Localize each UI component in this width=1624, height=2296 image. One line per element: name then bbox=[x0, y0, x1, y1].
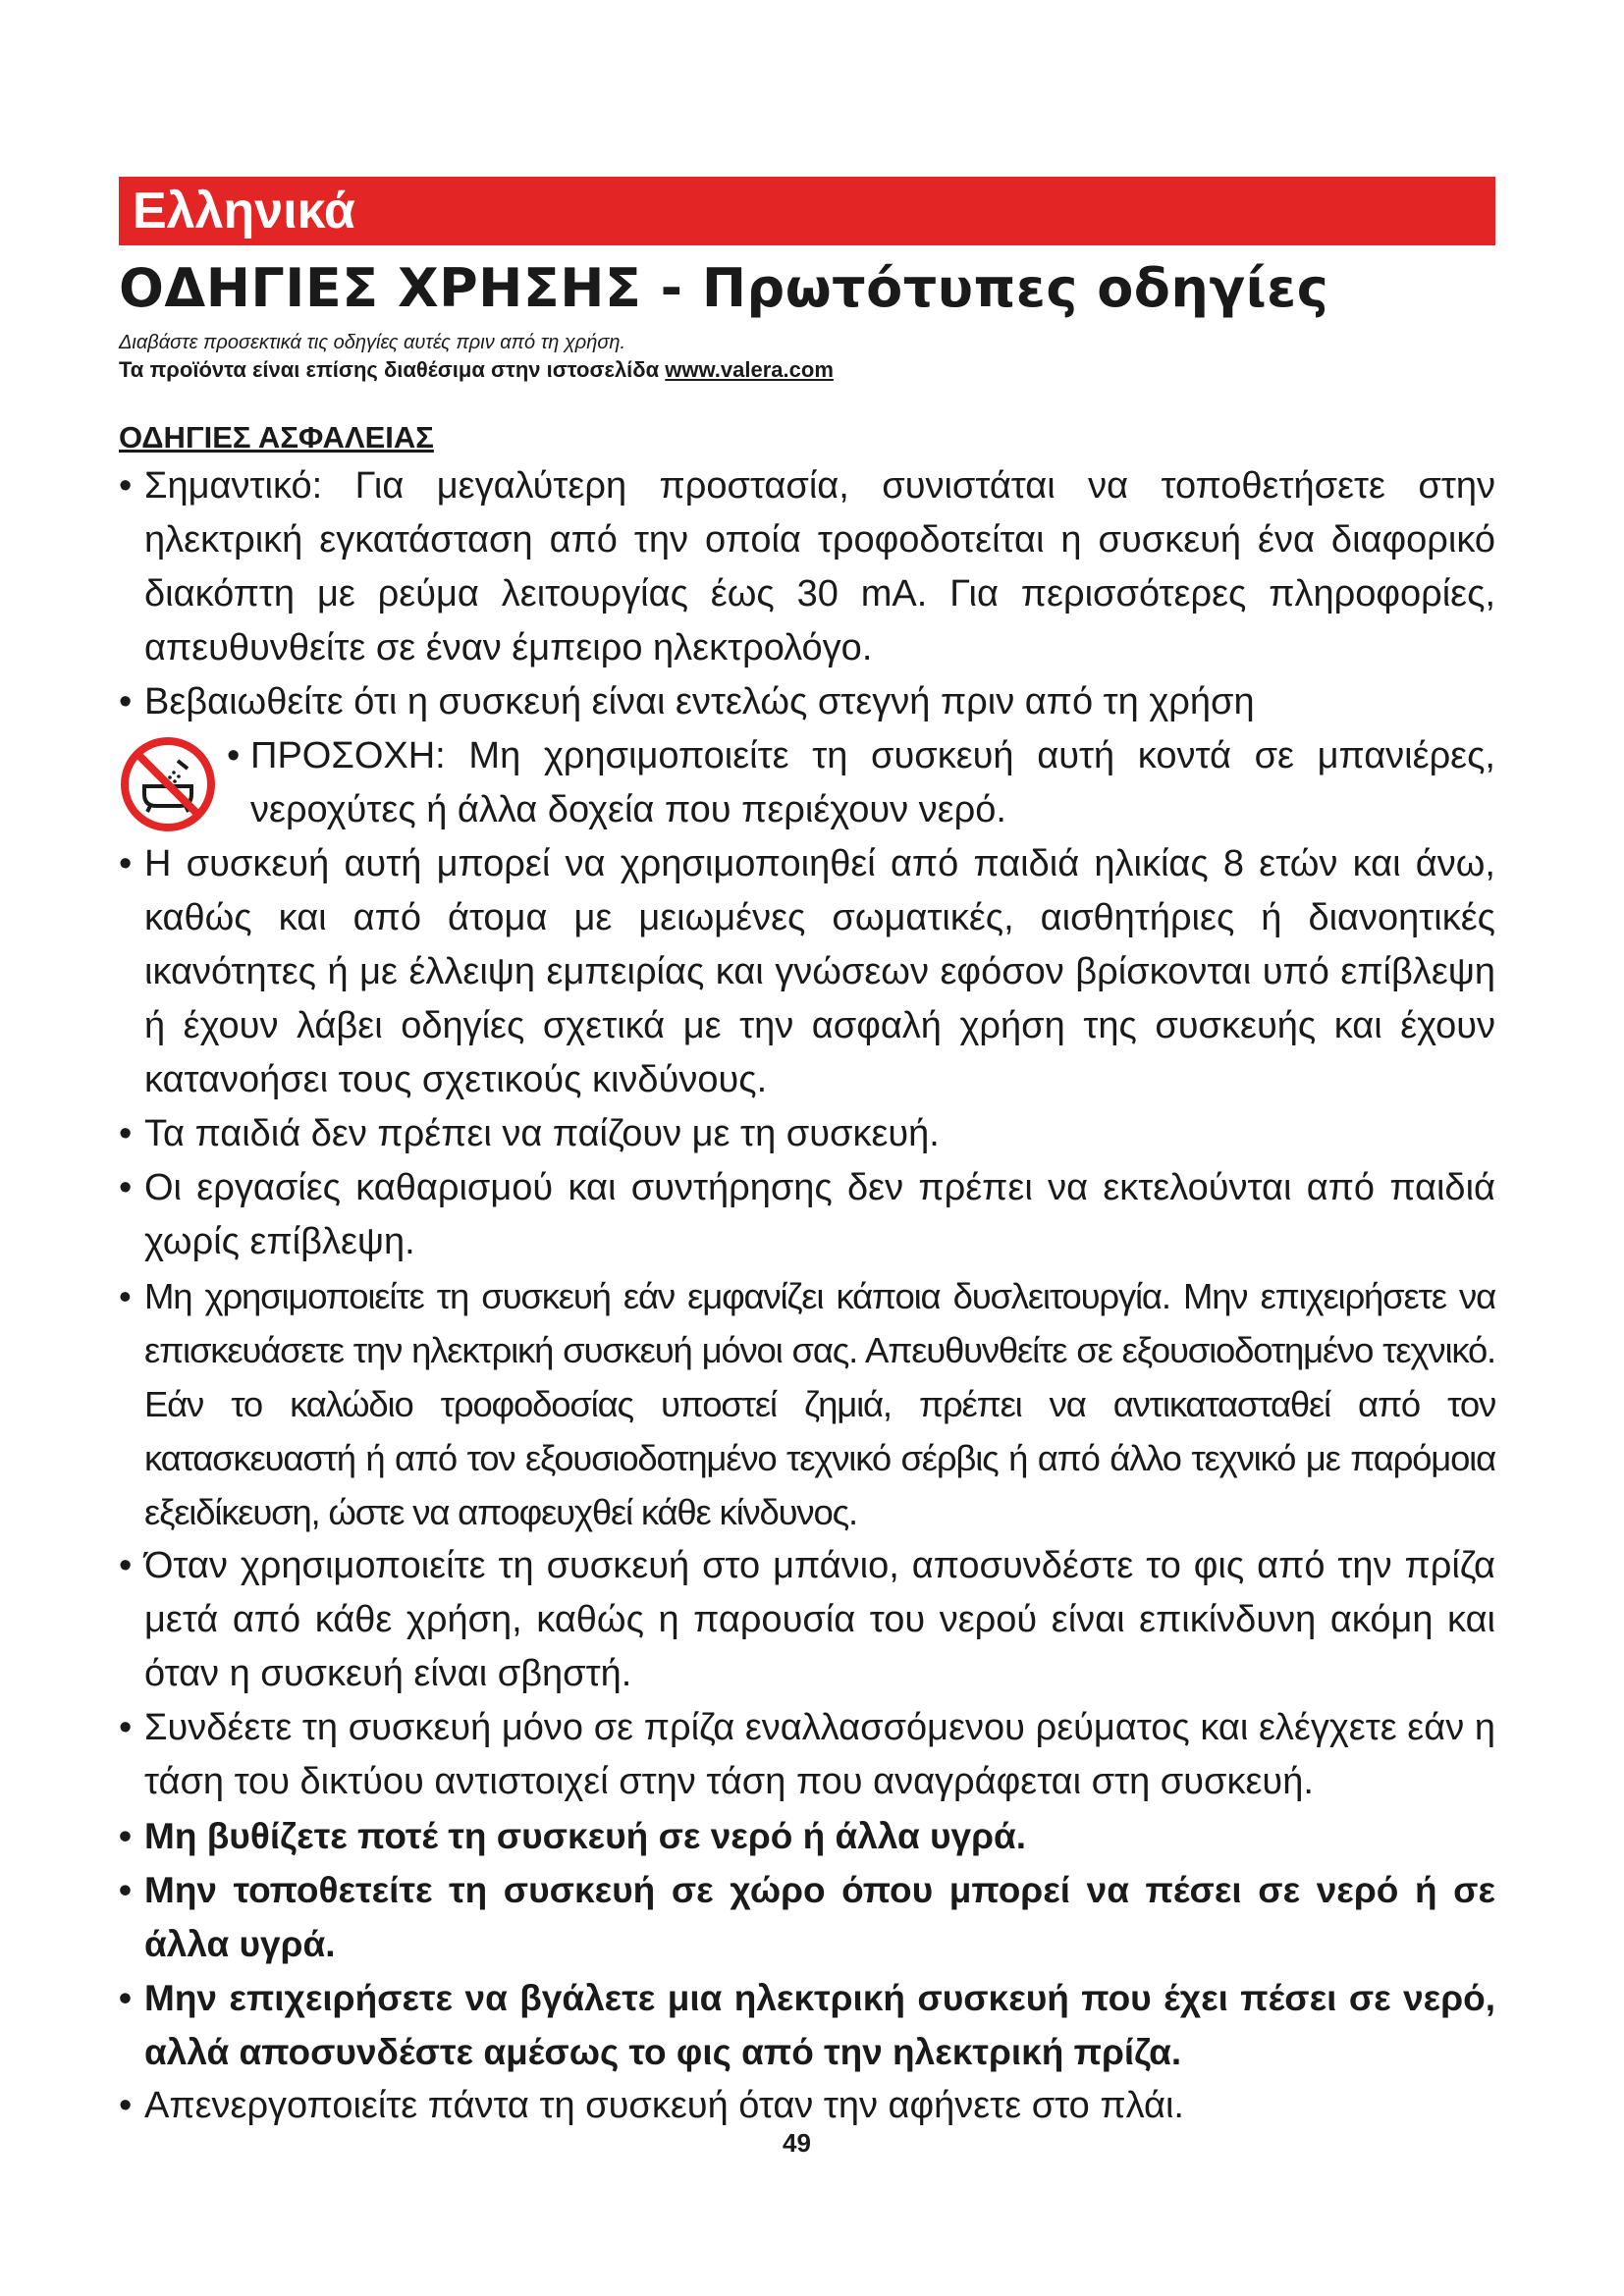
availability-text: Τα προϊόντα είναι επίσης διαθέσιμα στην ιστοσελίδα bbox=[119, 357, 666, 382]
bullet: • bbox=[227, 735, 241, 776]
list-item: • Σημαντικό: Για μεγαλύτερη προστασία, συνιστάται να τοποθετήσετε στην ηλεκτρική εγκατάσταση από την οποία τροφοδοτείται η συσκευή ένα διαφορικό διακόπτη με ρεύμα λειτουργίας έως 30 mA. Για περισσότερες πληροφορίες, απευθυνθείτε σε έναν έμπειρο ηλεκτρολόγο. bbox=[119, 459, 1495, 675]
bullet: • bbox=[119, 1276, 131, 1316]
list-item: • Όταν χρησιμοποιείτε τη συσκευή στο μπάνιο, αποσυνδέστε το φις από την πρίζα μετά από κάθε χρήση, καθώς η παρουσία του νερού είναι επικίνδυνη ακόμη και όταν η συσκευή είναι σβηστή. bbox=[119, 1539, 1495, 1701]
bullet: • bbox=[119, 1870, 132, 1910]
list-item: • Τα παιδιά δεν πρέπει να παίζουν με τη συσκευή. bbox=[119, 1107, 1495, 1161]
bullet: • bbox=[119, 465, 133, 507]
list-item: • Απενεργοποιείτε πάντα τη συσκευή όταν την αφήνετε στο πλάι. bbox=[119, 2079, 1495, 2133]
bullet: • bbox=[119, 1113, 133, 1154]
list-item: • Βεβαιωθείτε ότι η συσκευή είναι εντελώς στεγνή πριν από τη χρήση bbox=[119, 675, 1495, 729]
list-item: • Οι εργασίες καθαρισμού και συντήρησης δεν πρέπει να εκτελούνται από παιδιά χωρίς επίβλεψη. bbox=[119, 1161, 1495, 1269]
language-banner bbox=[119, 177, 1495, 245]
list-item: • Μη βυθίζετε ποτέ τη συσκευή σε νερό ή άλλα υγρά. bbox=[119, 1809, 1495, 1863]
list-item: • Μην επιχειρήσετε να βγάλετε μια ηλεκτρική συσκευή που έχει πέσει σε νερό, αλλά αποσυνδέστε αμέσως το φις από την ηλεκτρική πρίζα. bbox=[119, 1971, 1495, 2079]
safety-instructions bbox=[119, 459, 1495, 2133]
list-item: • Μη χρησιμοποιείτε τη συσκευή εάν εμφανίζει κάποια δυσλειτουργία. Μην επιχειρήσετε να επισκευάσετε την ηλεκτρική συσκευή μόνοι σας. Απευθυνθείτε σε εξουσιοδοτημένο τεχνικό. Εάν το καλώδιο τροφοδοσίας υποστεί ζημιά, πρέπει να αντικατασταθεί από τον κατασκευαστή ή από τον εξουσιοδοτημένο τεχνικό σέρβις ή από άλλο τεχνικό με παρόμοια εξειδίκευση, ώστε να αποφευχθεί κάθε κίνδυνος. bbox=[119, 1269, 1495, 1539]
bullet: • bbox=[119, 1545, 133, 1586]
section-heading: ΟΔΗΓΙΕΣ ΑΣΦΑΛΕΙΑΣ bbox=[119, 420, 434, 454]
bullet: • bbox=[119, 2085, 133, 2126]
list-item: • Μην τοποθετείτε τη συσκευή σε χώρο όπου μπορεί να πέσει σε νερό ή σε άλλα υγρά. bbox=[119, 1863, 1495, 1971]
list-item: • Συνδέετε τη συσκευή μόνο σε πρίζα εναλλασσόμενου ρεύματος και ελέγχετε εάν η τάση του δικτύου αντιστοιχεί στην τάση που αναγράφεται στη συσκευή. bbox=[119, 1701, 1495, 1809]
subtitle: Διαβάστε προσεκτικά τις οδηγίες αυτές πριν από τη χρήση. bbox=[119, 332, 626, 353]
availability-note bbox=[119, 357, 834, 383]
no-bathtub-icon bbox=[119, 735, 217, 833]
warning-item: • ΠΡΟΣΟΧΗ: Μη χρησιμοποιείτε τη συσκευή αυτή κοντά σε μπανιέρες, νεροχύτες ή άλλα δοχεία που περιέχουν νερό. bbox=[119, 729, 1495, 837]
website-link[interactable]: www.valera.com bbox=[665, 357, 834, 382]
bullet: • bbox=[119, 1978, 132, 2018]
bullet: • bbox=[119, 1707, 133, 1748]
bullet: • bbox=[119, 681, 133, 722]
bullet: • bbox=[119, 1816, 132, 1856]
list-item: • Η συσκευή αυτή μπορεί να χρησιμοποιηθεί από παιδιά ηλικίας 8 ετών και άνω, καθώς και από άτομα με μειωμένες σωματικές, αισθητήριες ή διανοητικές ικανότητες ή με έλλειψη εμπειρίας και γνώσεων εφόσον βρίσκονται υπό επίβλεψη ή έχουν λάβει οδηγίες σχετικά με την ασφαλή χρήση της συσκευής και έχουν κατανοήσει τους σχετικούς κινδύνους. bbox=[119, 837, 1495, 1107]
page-title: ΟΔΗΓΙΕΣ ΧΡΗΣΗΣ - Πρωτότυπες οδηγίες bbox=[119, 257, 1329, 319]
bullet: • bbox=[119, 1167, 133, 1208]
language-label: Ελληνικά bbox=[133, 183, 355, 240]
page-number: 49 bbox=[783, 2128, 811, 2158]
bullet: • bbox=[119, 843, 133, 884]
